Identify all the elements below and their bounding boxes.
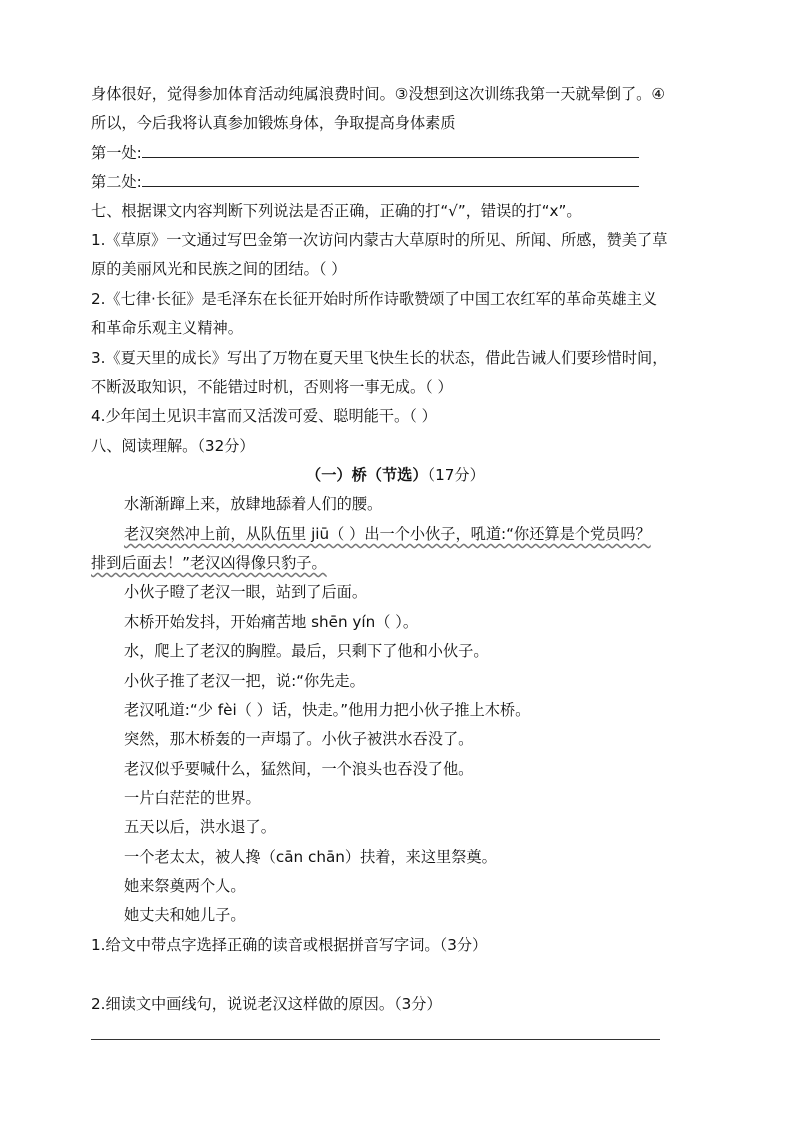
paragraph-3: 小伙子瞪了老汉一眼，站到了后面。 — [124, 583, 367, 601]
paragraph-2-cont: 排到后面去！”老汉凶得像只豹子。 — [91, 554, 327, 572]
answer-blank-first[interactable] — [142, 143, 639, 158]
paragraph-14: 她丈夫和她儿子。 — [124, 906, 246, 924]
answer-line-second — [91, 172, 639, 192]
answer-label-first: 第一处: — [91, 144, 142, 162]
passage-score: （17分） — [427, 466, 485, 484]
paragraph-11: 五天以后，洪水退了。 — [124, 818, 276, 836]
paragraph-7: 老汉吼道:“少 fèi（ ）话，快走。”他用力把小伙子推上木桥。 — [124, 701, 531, 719]
paragraph-10: 一片白茫茫的世界。 — [124, 789, 261, 807]
s7-item3-line1: 3.《夏天里的成长》写出了万物在夏天里飞快生长的状态，借此告诫人们要珍惜时间， — [91, 349, 668, 367]
answer-label-second: 第二处: — [91, 173, 142, 191]
answer-line-first — [91, 143, 639, 163]
answer-blank-second[interactable] — [142, 172, 639, 187]
paragraph-1: 水渐渐蹿上来，放肆地舔着人们的腰。 — [124, 495, 383, 513]
paragraph-12: 一个老太太，被人搀（cān chān）扶着，来这里祭奠。 — [124, 848, 497, 866]
s7-item1-line1: 1.《草原》一文通过写巴金第一次访问内蒙古大草原时的所见、所闻、所感，赞美了草 — [91, 231, 668, 249]
question-2: 2.细读文中画线句，说说老汉这样做的原因。（3分） — [91, 995, 442, 1013]
s7-item2-line2: 和革命乐观主义精神。 — [91, 319, 243, 337]
s7-item3-line2: 不断汲取知识，不能错过时机，否则将一事无成。（ ） — [91, 378, 453, 396]
paragraph-5: 水，爬上了老汉的胸膛。最后，只剩下了他和小伙子。 — [124, 642, 489, 660]
s7-item4-line1: 4.少年闰土见识丰富而又活泼可爱、聪明能干。（ ） — [91, 407, 437, 425]
section7-heading: 七、根据课文内容判断下列说法是否正确，正确的打“√”，错误的打“x”。 — [91, 202, 582, 220]
prev-text-line-1: 身体很好，觉得参加体育活动纯属浪费时间。③没想到这次训练我第一天就晕倒了。④ — [91, 85, 665, 103]
s7-item2-line1: 2.《七律·长征》是毛泽东在长征开始时所作诗歌赞颂了中国工农红军的革命英雄主义 — [91, 290, 658, 308]
paragraph-9: 老汉似乎要喊什么，猛然间，一个浪头也吞没了他。 — [124, 760, 474, 778]
section8-heading: 八、阅读理解。（32分） — [91, 437, 255, 455]
passage-title: （一）桥（节选） — [306, 466, 428, 484]
passage-title-line — [306, 465, 485, 485]
prev-text-line-2: 所以，今后我将认真参加锻炼身体，争取提高身体素质 — [91, 114, 456, 132]
paragraph-8: 突然，那木桥轰的一声塌了。小伙子被洪水吞没了。 — [124, 730, 474, 748]
paragraph-13: 她来祭奠两个人。 — [124, 877, 246, 895]
question-1: 1.给文中带点字选择正确的读音或根据拼音写字词。（3分） — [91, 936, 488, 954]
s7-item1-line2: 原的美丽风光和民族之间的团结。（ ） — [91, 260, 347, 278]
answer-rule-q2[interactable] — [91, 1039, 660, 1040]
paragraph-6: 小伙子推了老汉一把，说:“你先走。 — [124, 672, 365, 690]
paragraph-4: 木桥开始发抖，开始痛苦地 shēn yín（ ）。 — [124, 613, 419, 631]
paragraph-2: 老汉突然冲上前，从队伍里 jiū（ ）出一个小伙子，吼道:“你还算是个党员吗？ — [124, 525, 651, 543]
